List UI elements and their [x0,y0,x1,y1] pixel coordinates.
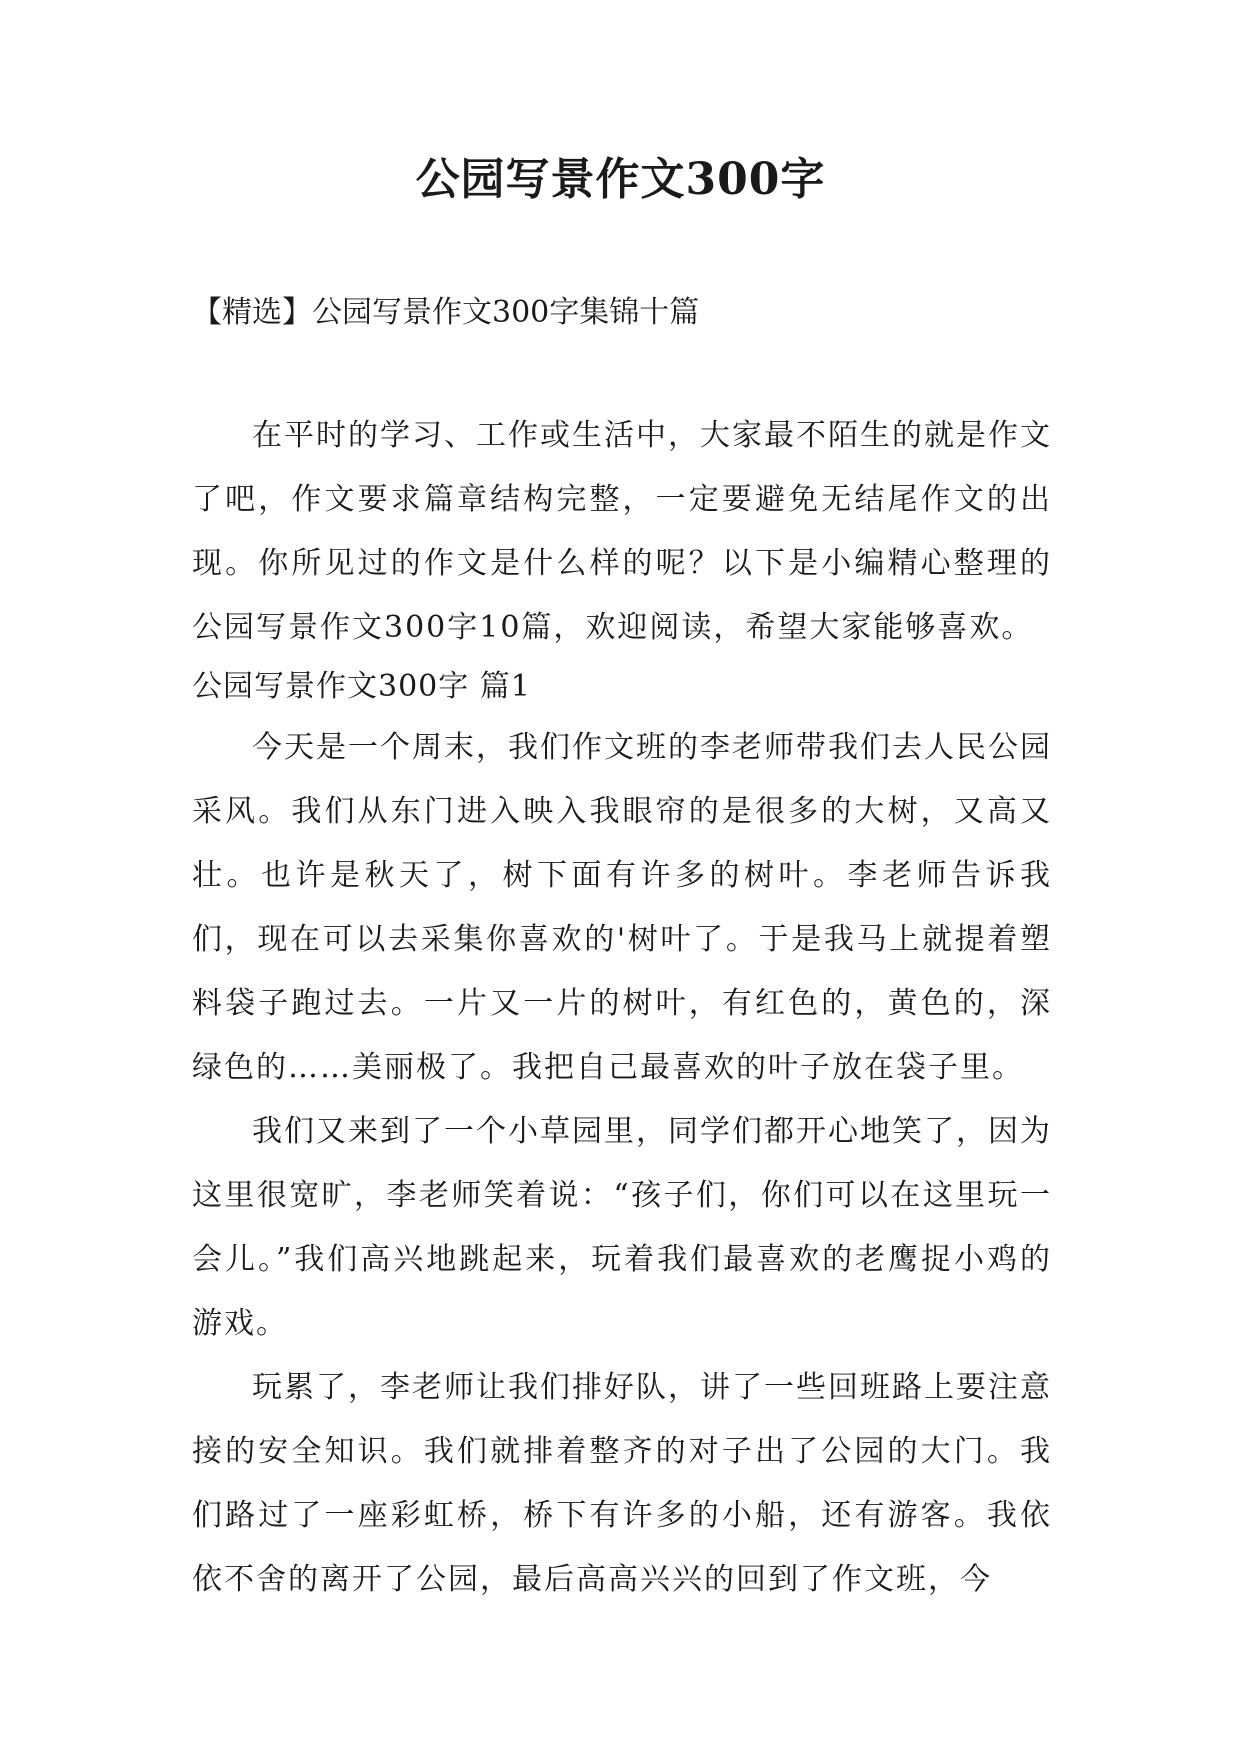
intro-paragraph: 在平时的学习、工作或生活中，大家最不陌生的就是作文了吧，作文要求篇章结构完整，一定要避免无结尾作文的出现。你所见过的作文是什么样的呢？以下是小编精心整理的公园写景作文300字10篇，欢迎阅读，希望大家能够喜欢。 [192,418,1052,645]
document-subtitle: 【精选】公园写景作文300字集锦十篇 [192,295,700,330]
body-paragraph: 我们又来到了一个小草园里，同学们都开心地笑了，因为这里很宽旷，李老师笑着说：“孩子们，你们可以在这里玩一会儿。”我们高兴地跳起来，玩着我们最喜欢的老鹰捉小鸡的游戏。 [192,1114,1052,1341]
document-body [192,404,1052,1612]
section-heading: 公园写景作文300字 篇1 [192,669,531,704]
body-paragraph: 今天是一个周末，我们作文班的李老师带我们去人民公园采风。我们从东门进入映入我眼帘的是很多的大树，又高又壮。也许是秋天了，树下面有许多的树叶。李老师告诉我们，现在可以去采集你喜欢的'树叶了。于是我马上就提着塑料袋子跑过去。一片又一片的树叶，有红色的，黄色的，深绿色的……美丽极了。我把自己最喜欢的叶子放在袋子里。 [192,730,1052,1085]
body-paragraph: 玩累了，李老师让我们排好队，讲了一些回班路上要注意接的安全知识。我们就排着整齐的对子出了公园的大门。我们路过了一座彩虹桥，桥下有许多的小船，还有游客。我依依不舍的离开了公园，最后高高兴兴的回到了作文班，今 [192,1370,1052,1597]
document-title: 公园写景作文300字 [415,154,826,205]
